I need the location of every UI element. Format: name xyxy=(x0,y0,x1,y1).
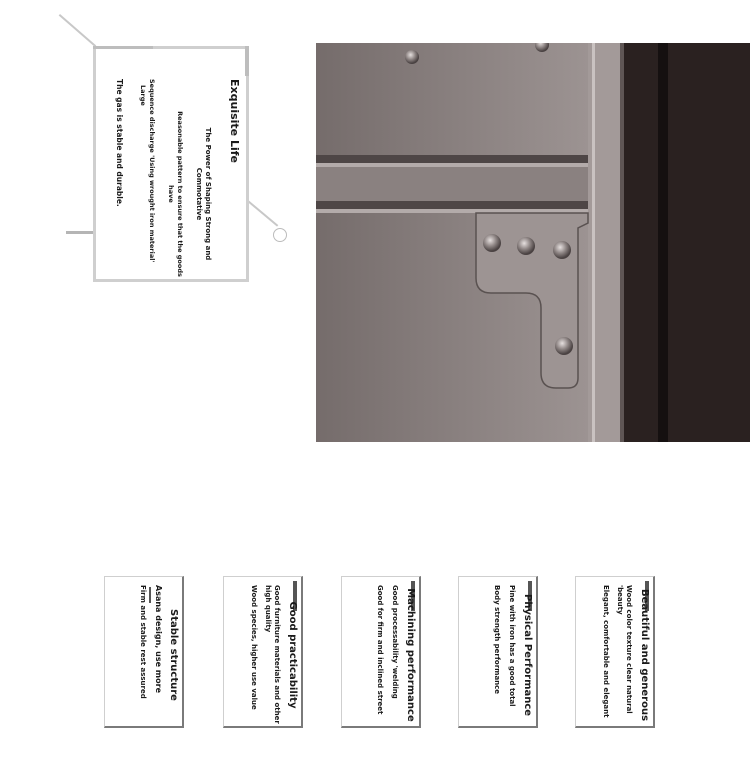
info-card xyxy=(93,46,249,282)
info-line-text: Sequence discharge 'Using wrought iron material' xyxy=(148,79,156,263)
feature-card-stable xyxy=(104,576,184,728)
feature-line: Firm and stable rest assured xyxy=(139,585,148,699)
card-accent xyxy=(93,46,153,49)
feature-title: Stable structure xyxy=(168,609,179,701)
feature-title: Machining performance xyxy=(405,588,416,722)
feature-title: Physical Performance xyxy=(522,593,533,717)
info-line xyxy=(138,79,156,279)
product-photo xyxy=(316,43,750,442)
decor-circle xyxy=(273,228,287,242)
feature-text xyxy=(133,585,179,725)
card-accent xyxy=(245,46,249,76)
feature-line: Wood color texture clear natural 'beauty xyxy=(616,585,633,714)
feature-title: Good practicability xyxy=(287,601,298,709)
feature-line: Elegant, comfortable and elegant xyxy=(602,585,610,718)
feature-line: Good for firm and inclined street xyxy=(376,585,385,715)
info-title: Exquisite Life xyxy=(228,79,241,163)
feature-line: Good furniture materials and other high quality xyxy=(264,585,281,724)
feature-card-practicability xyxy=(223,576,303,728)
info-card-text xyxy=(115,79,241,279)
info-line: The gas is stable and durable. xyxy=(115,79,124,207)
leader-line-top xyxy=(59,14,96,47)
feature-line: Wood species, higher use value xyxy=(250,585,258,710)
info-line: Reasonable pattern to ensure that the goods have xyxy=(167,111,184,277)
feature-card-machining xyxy=(341,576,421,728)
feature-text xyxy=(596,585,651,725)
feature-text xyxy=(370,585,416,725)
feature-line: Asana design, use more xyxy=(154,585,163,694)
metal-bracket-illustration xyxy=(316,43,750,442)
feature-card-physical xyxy=(458,576,538,728)
feature-card-beautiful xyxy=(575,576,655,728)
feature-text xyxy=(244,585,299,725)
feature-line: Body strength performance xyxy=(493,585,502,695)
info-line-aside: Large xyxy=(139,85,147,106)
feature-text xyxy=(487,585,533,725)
feature-line: Pine with iron has a good total xyxy=(508,585,516,707)
feature-line: Good processability 'welding xyxy=(391,585,399,699)
info-line: The Power of Shaping Strong and Commotative xyxy=(195,127,212,261)
feature-title: Beautiful and generous xyxy=(639,588,650,722)
